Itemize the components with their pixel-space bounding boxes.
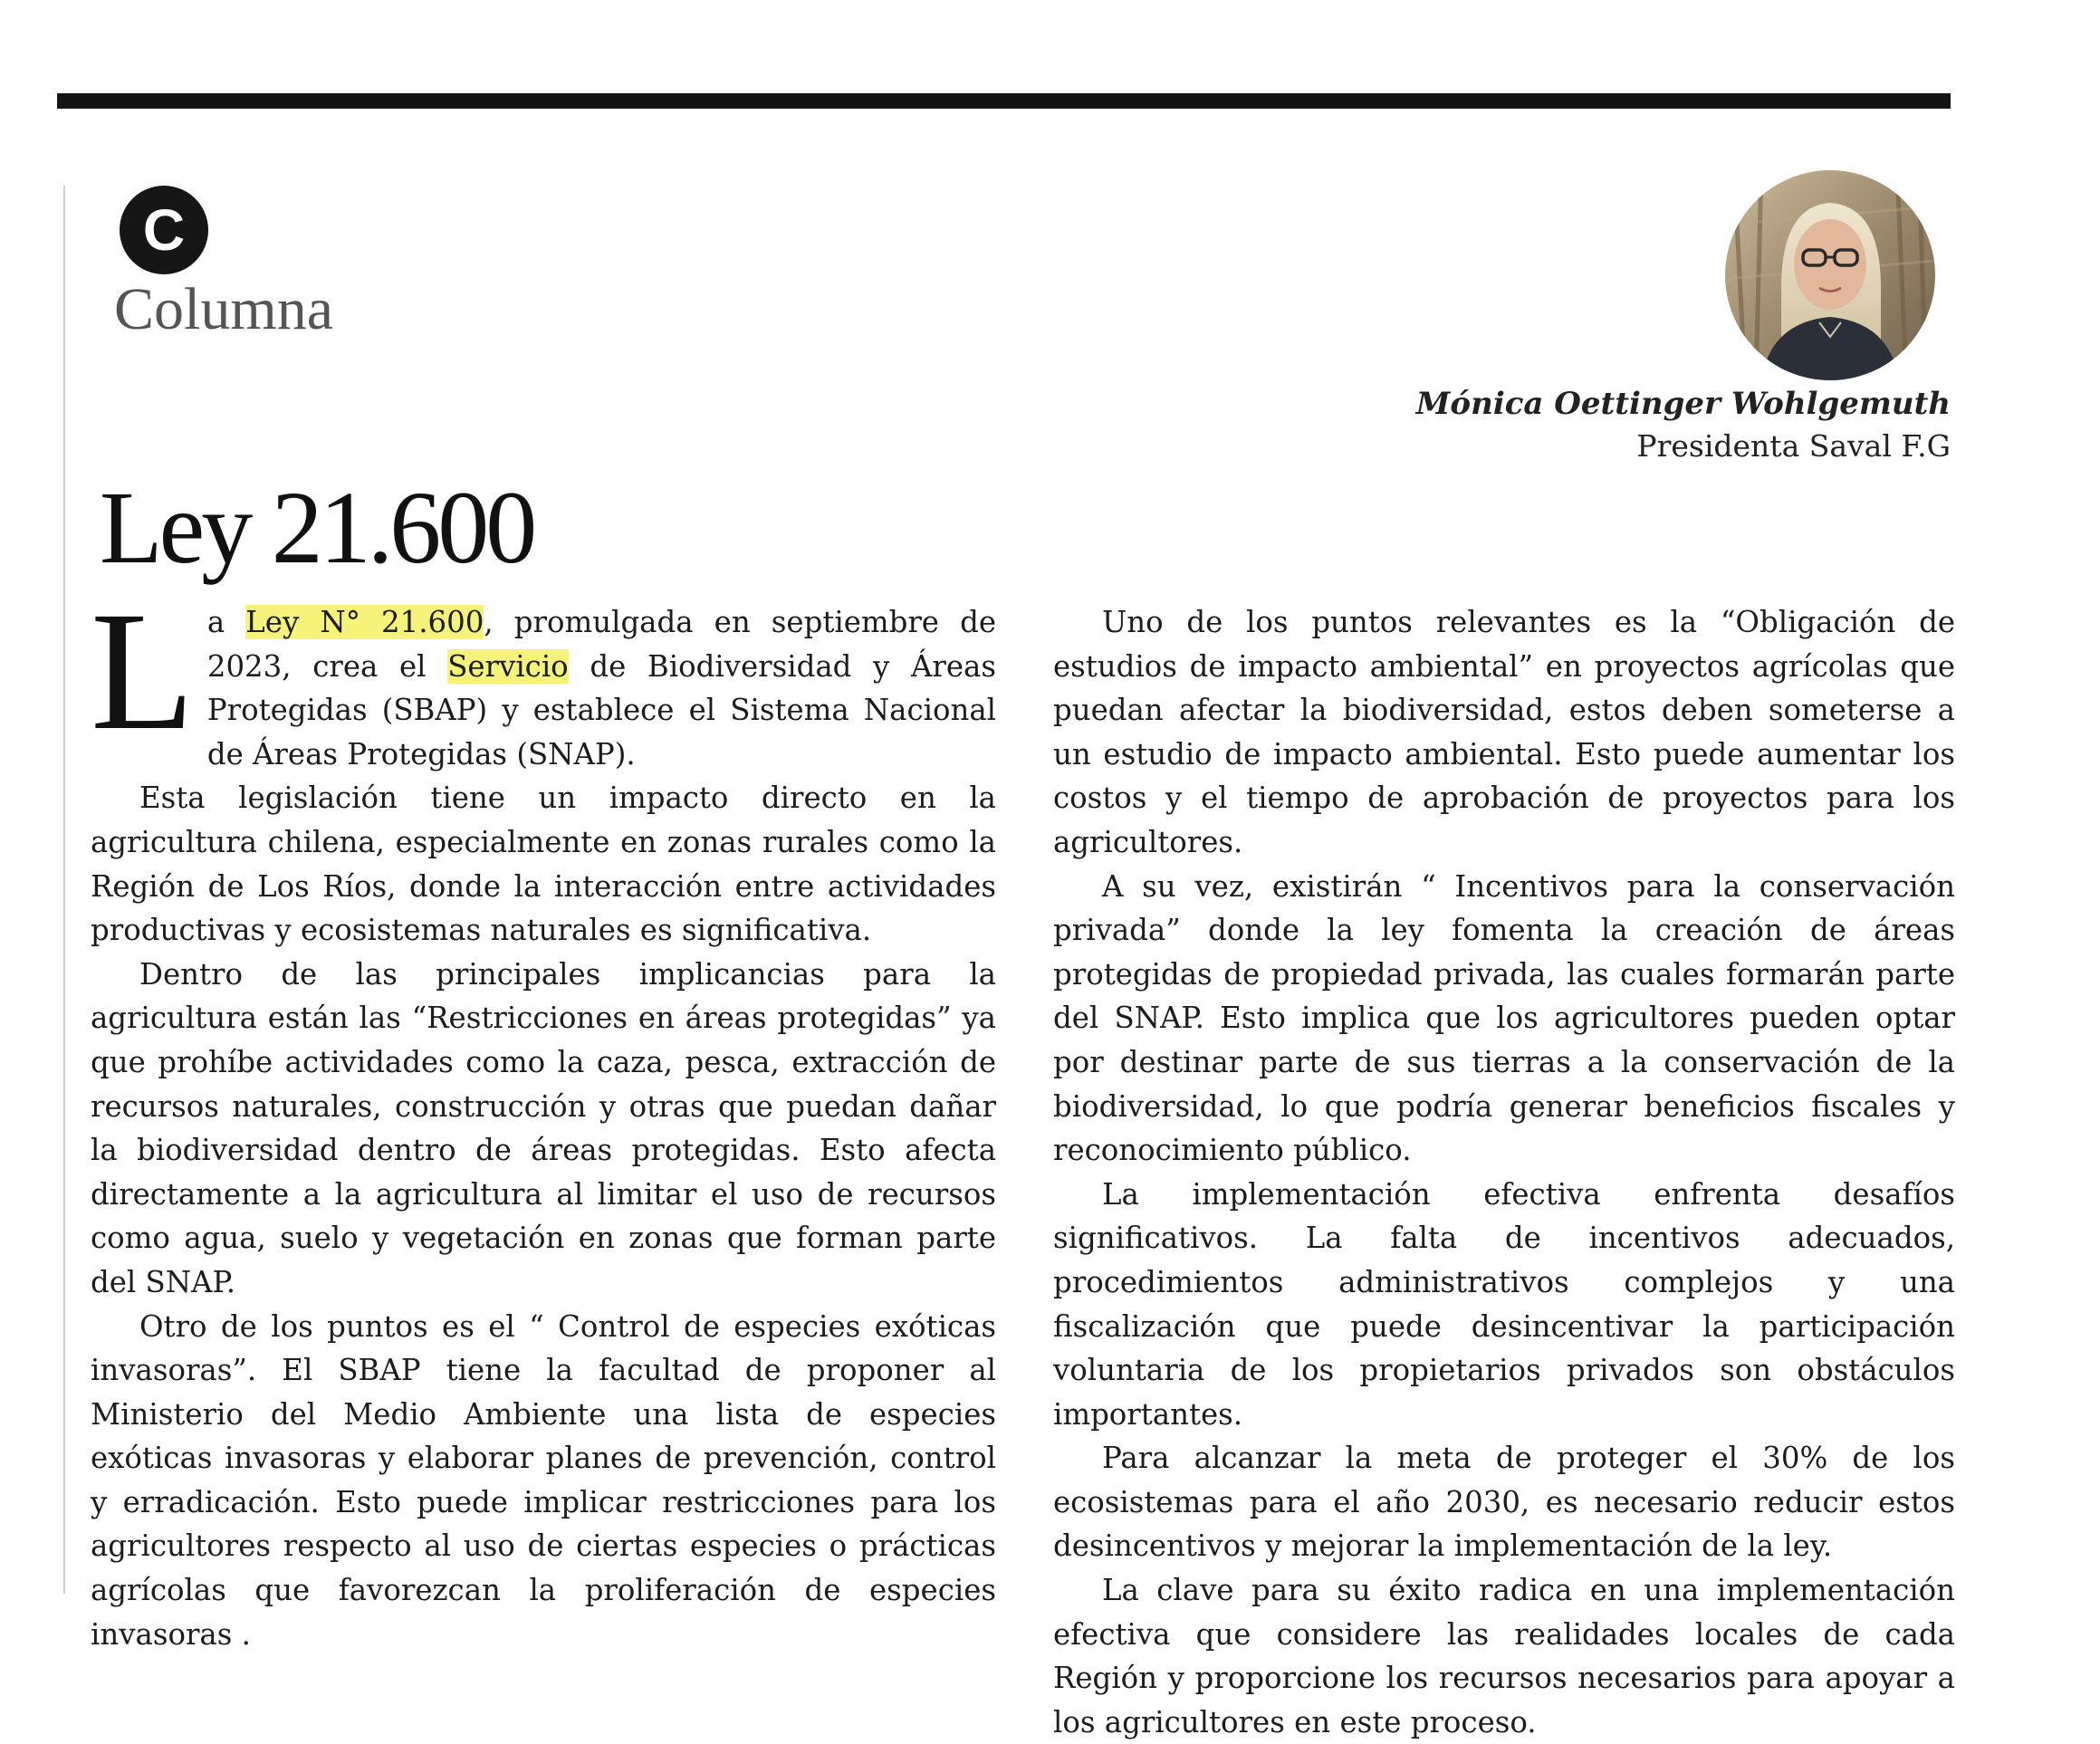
column-badge-icon: C	[120, 186, 208, 274]
highlight-servicio: Servicio	[447, 648, 569, 684]
paragraph-6: A su vez, existirán “ Incentivos para la conservación privada” donde la ley fomenta la creación de áreas protegidas de propiedad privada, las cuales formarán parte del SNAP. Esto implica que los agricultores pueden optar por destinar parte de sus tierras a la conservación de la biodiversidad, lo que podría generar beneficios fiscales y reconocimiento público.	[1053, 868, 1955, 1168]
section-label: Columna	[114, 276, 333, 342]
paragraph-1-text-a: a	[206, 605, 246, 639]
paragraph-9: La clave para su éxito radica en una implementación efectiva que considere las realidades locales de cada Región y proporcione los recursos necesarios para apoyar a los agricultores en este proceso.	[1053, 1573, 1955, 1739]
paragraph-4: Otro de los puntos es el “ Control de especies exóticas invasoras”. El SBAP tiene la facultad de proponer al Ministerio del Medio Ambiente una lista de especies exóticas invasoras y elaborar planes de prevención, control y erradicación. Esto puede implicar restricciones para los agricultores respecto al uso de ciertas especies o prácticas agrícolas que favorezcan la proliferación de especies invasoras .	[91, 1308, 996, 1652]
article-column-left	[91, 576, 996, 1656]
top-rule	[57, 93, 1951, 109]
paragraph-2: Esta legislación tiene un impacto directo en la agricultura chilena, especialmente en zonas rurales como la Región de Los Ríos, donde la interacción entre actividades productivas y ecosistemas naturales es significativa.	[91, 781, 996, 948]
paragraph-1-text-c: de Biodiversidad y Áreas Protegidas (SBAP) y establece el Sistema Nacional de Áreas Protegidas (SNAP).	[206, 648, 996, 771]
article-column-right	[1053, 600, 1955, 1744]
paragraph-3: Dentro de las principales implicancias para la agricultura están las “Restricciones en áreas protegidas” ya que prohíbe actividades como la caza, pesca, extracción de recursos naturales, construcción y otras que puedan dañar la biodiversidad dentro de áreas protegidas. Esto afecta directamente a la agricultura al limitar el uso de recursos como agua, suelo y vegetación en zonas que forman parte del SNAP.	[91, 956, 996, 1299]
paragraph-7: La implementación efectiva enfrenta desafíos significativos. La falta de incentivos adecuados, procedimientos administrativos complejos y una fiscalización que puede desincentivar la participación voluntaria de los propietarios privados son obstáculos importantes.	[1053, 1176, 1955, 1432]
drop-cap: L	[91, 576, 195, 765]
paragraph-1	[91, 576, 996, 776]
author-name: Mónica Oettinger Wohlgemuth	[1415, 386, 1951, 422]
article-headline: Ley 21.600	[100, 470, 534, 585]
paragraph-5: Uno de los puntos relevantes es la “Obligación de estudios de impacto ambiental” en proyectos agrícolas que puedan afectar la biodiversidad, estos deben someterse a un estudio de impacto ambiental. Esto puede aumentar los costos y el tiempo de aprobación de proyectos para los agricultores.	[1053, 605, 1955, 859]
author-portrait-photo	[1725, 170, 1935, 380]
highlight-ley: Ley N° 21.600	[245, 605, 484, 639]
paragraph-8: Para alcanzar la meta de proteger el 30% de los ecosistemas para el año 2030, es necesario reducir estos desincentivos y mejorar la implementación de la ley.	[1053, 1441, 1955, 1564]
paragraph-1-text-b: , promulgada en septiembre de 2023, crea el	[206, 605, 996, 684]
left-column-rule	[63, 186, 65, 1594]
author-role: Presidenta Saval F.G	[1636, 428, 1951, 464]
